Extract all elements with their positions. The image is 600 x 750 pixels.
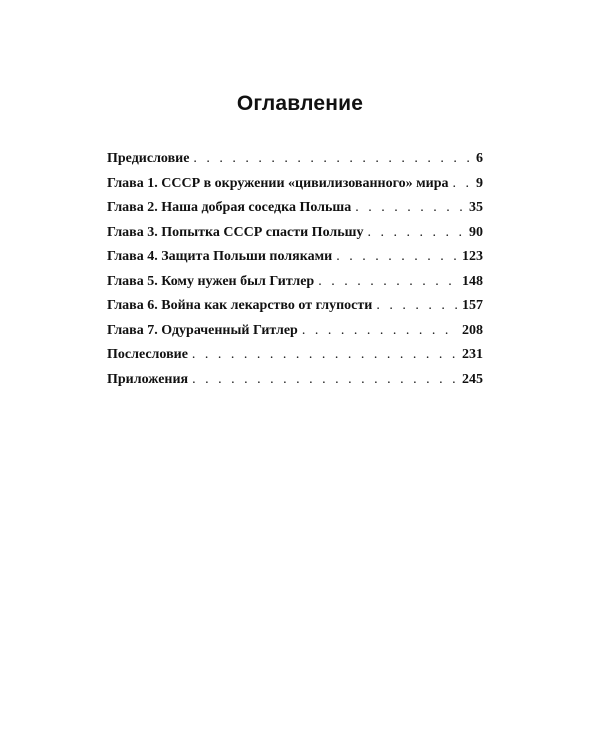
toc-entry-label: Предисловие [107,151,190,166]
toc-page-number: 6 [476,151,483,166]
toc-entry [107,294,483,319]
toc-entry [107,270,483,295]
toc-dot-leader [376,294,458,319]
toc-entry-label: Глава 1. СССР в окружении «цивилизованного» мира [107,175,449,191]
toc-entry [107,196,483,221]
toc-entry-label: Глава 6. Война как лекарство от глупости [107,298,373,313]
toc-entry [107,172,483,197]
toc-dot-leader [302,319,458,344]
toc-page-number: 35 [469,200,483,215]
toc-page-number: 157 [462,298,483,313]
table-of-contents [107,147,483,392]
toc-entry [107,319,483,344]
toc-dot-leader [318,270,458,295]
toc-dot-leader [193,147,472,172]
page-title: Оглавление [236,92,364,115]
toc-dot-leader [192,343,458,368]
toc-page-number: 123 [462,249,483,264]
toc-dot-leader [192,368,458,393]
toc-page-number: 9 [476,175,483,191]
toc-page-number: 231 [462,347,483,362]
toc-entry-label: Глава 4. Защита Польши поляками [107,249,333,264]
toc-dot-leader [336,245,458,270]
toc-entry-label: Глава 3. Попытка СССР спасти Польшу [107,224,364,240]
toc-page-number: 90 [469,224,483,240]
toc-entry [107,221,483,246]
toc-entry-label: Приложения [107,371,189,387]
toc-entry-label: Глава 2. Наша добрая соседка Польша [107,200,352,215]
toc-page-number: 208 [462,322,483,338]
toc-entry-label: Глава 5. Кому нужен был Гитлер [107,273,315,289]
toc-page-number: 245 [462,371,483,387]
toc-dot-leader [367,221,465,246]
toc-dot-leader [453,172,472,197]
toc-entry [107,343,483,368]
toc-page-number: 148 [462,273,483,289]
toc-entry-label: Послесловие [107,347,188,362]
toc-dot-leader [355,196,465,221]
toc-entry [107,245,483,270]
toc-entry [107,368,483,393]
toc-entry [107,147,483,172]
toc-entry-label: Глава 7. Одураченный Гитлер [107,322,298,338]
